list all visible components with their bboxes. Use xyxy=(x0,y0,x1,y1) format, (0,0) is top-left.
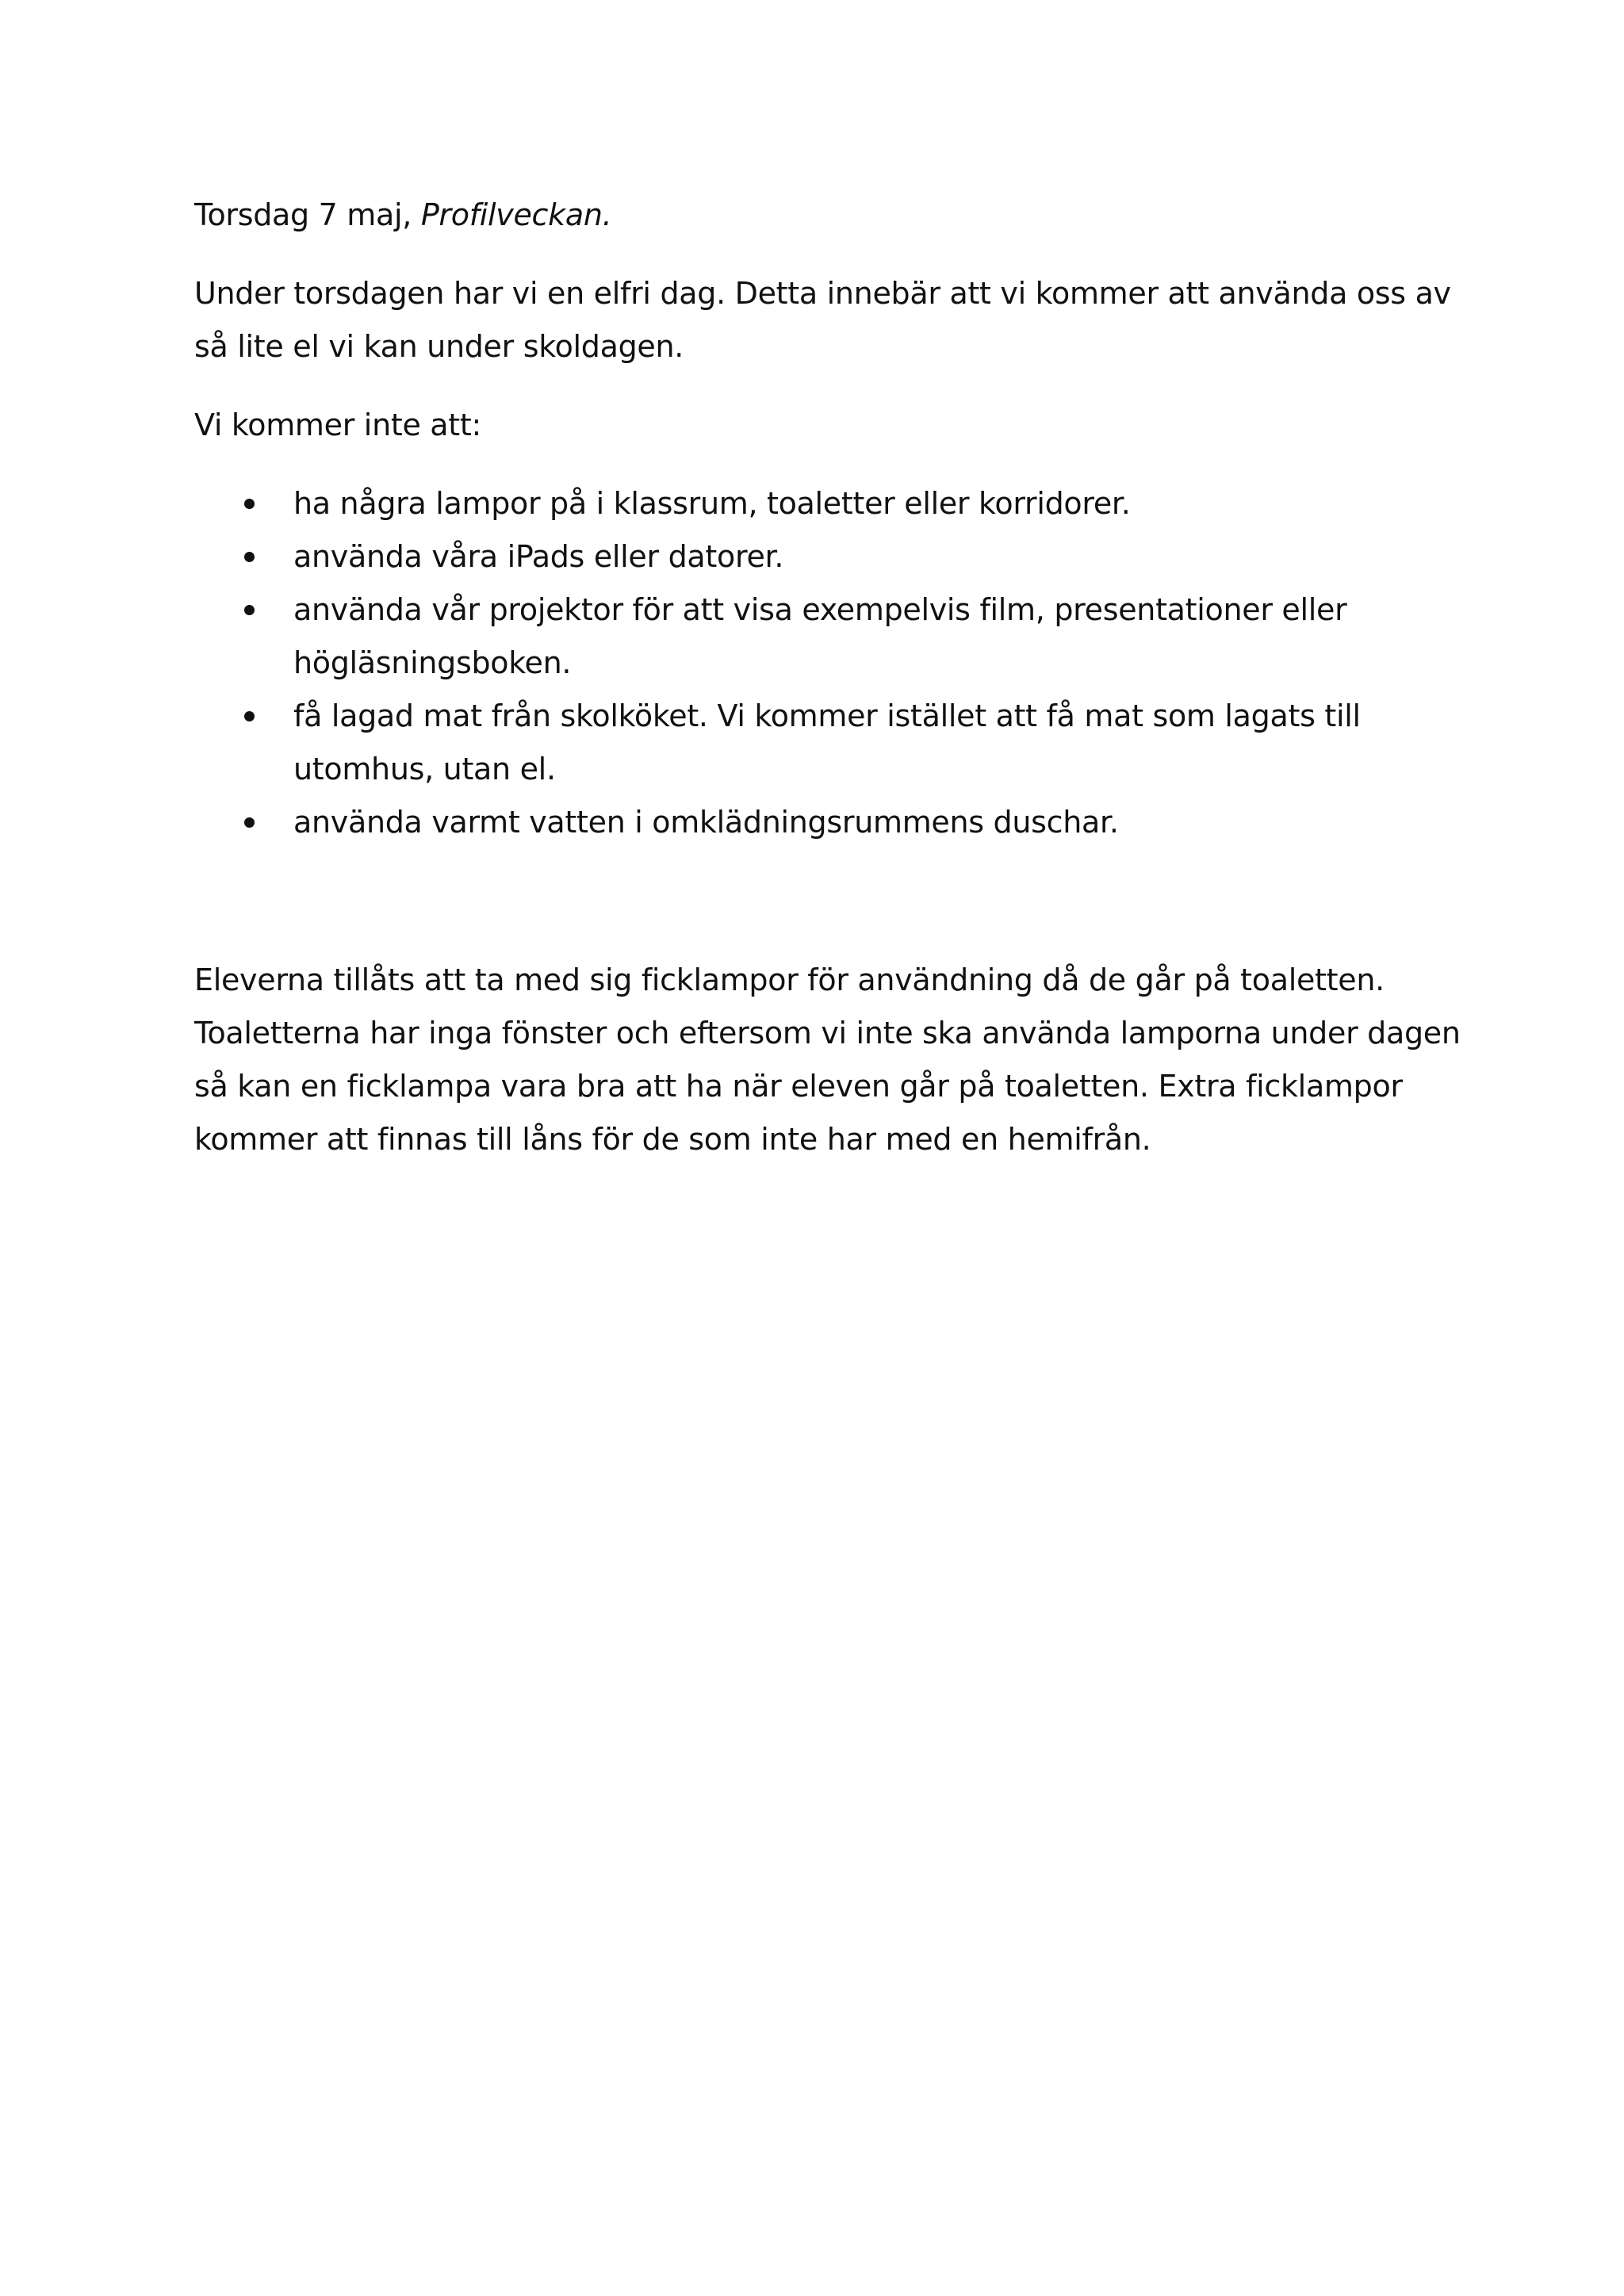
list-lead-text: Vi kommer inte att: xyxy=(194,408,481,442)
bullet-icon xyxy=(244,711,255,721)
intro-paragraph: Under torsdagen har vi en elfri dag. Detta innebär att vi kommer att använda oss av så lite el vi kan under skoldagen. xyxy=(194,276,1451,364)
list-item-text: få lagad mat från skolköket. Vi kommer istället att få mat som lagats till utomhus, utan el. xyxy=(293,698,1361,786)
list-item-text: använda våra iPads eller datorer. xyxy=(293,539,784,574)
list-item xyxy=(194,477,1479,530)
title-week-name: Profilveckan. xyxy=(420,197,612,232)
list-item xyxy=(194,530,1479,584)
document-title xyxy=(194,189,1479,242)
bullet-icon xyxy=(244,499,255,509)
document-body xyxy=(194,189,1479,1166)
list-item xyxy=(194,796,1479,849)
bullet-icon xyxy=(244,552,255,562)
list-item-text: ha några lampor på i klassrum, toaletter eller korridorer. xyxy=(293,486,1131,521)
title-date: Torsdag 7 maj, xyxy=(194,197,412,232)
list-item xyxy=(194,584,1479,690)
flashlight-note-paragraph: Eleverna tillåts att ta med sig ficklampor för användning då de går på toaletten. Toaletterna har inga fönster och eftersom vi inte ska använda lamporna under dagen så kan en ficklampa vara bra att ha när eleven går på toaletten. Extra ficklampor kommer att finnas till låns för de som inte har med en hemifrån. xyxy=(194,962,1461,1157)
bullet-icon xyxy=(244,605,255,615)
list-item xyxy=(194,690,1479,796)
list-item-text: använda varmt vatten i omklädningsrummens duschar. xyxy=(293,805,1119,840)
bullet-icon xyxy=(244,817,255,828)
restrictions-list xyxy=(194,477,1479,849)
list-item-text: använda vår projektor för att visa exempelvis film, presentationer eller högläsningsboken. xyxy=(293,592,1347,680)
